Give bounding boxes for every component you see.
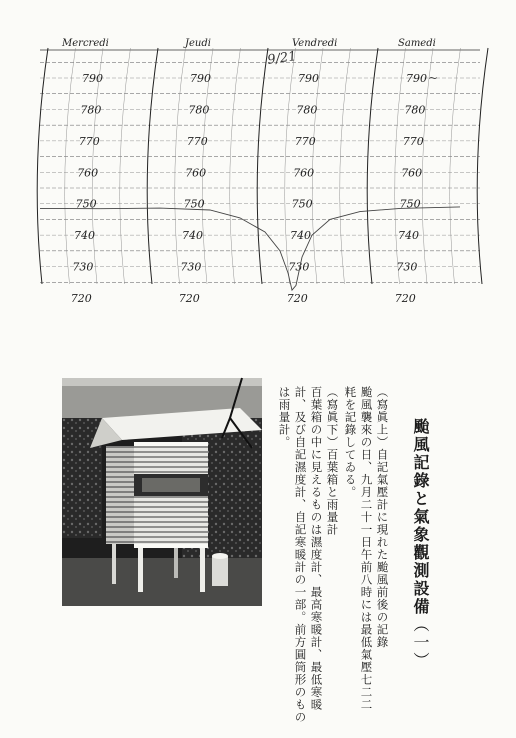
caption-line-2: 颱風襲來の日、九月二十一日午前八時には最低氣壓七二二 [359, 386, 374, 711]
day-label-mercredi: Mercredi [62, 38, 109, 49]
caption-line-7: は雨量計。 [277, 386, 292, 449]
tick-label: 780 [296, 103, 318, 117]
tick-label: 720 [70, 292, 92, 305]
time-arc [230, 48, 241, 284]
time-arc [65, 48, 76, 284]
barograph-svg [40, 32, 480, 305]
tick-label: 750 [399, 197, 421, 211]
photo-instrument-shelter [62, 378, 262, 606]
day-label-samedi: Samedi [398, 38, 436, 49]
day-label-vendredi: Vendredi [292, 38, 338, 49]
tick-label: 790 [298, 72, 319, 85]
day-arc [257, 48, 268, 284]
tick-label: 760 [293, 166, 315, 180]
day-arc [147, 48, 158, 284]
handwritten-date: 9/21 [266, 49, 298, 68]
caption-line-4: （寫眞下）百葉箱と雨量計 [325, 386, 340, 536]
rain-gauge [212, 556, 228, 586]
tick-label: 740 [74, 229, 95, 243]
barograph-chart [40, 32, 480, 305]
tick-label: 780 [188, 103, 210, 117]
tick-label: 740 [290, 229, 311, 243]
tick-label: 720 [286, 292, 308, 305]
tick-label: 750 [183, 197, 205, 211]
time-arc [120, 48, 131, 284]
tick-label: 790 [82, 72, 103, 85]
day-arc [477, 48, 488, 284]
barograph-day-labels [61, 38, 436, 49]
time-arc [450, 48, 461, 284]
article-title [412, 418, 428, 670]
day-arc [37, 48, 48, 284]
tick-label: 750 [75, 197, 97, 211]
caption-line-3: 粍を記錄してゐる。 [343, 386, 358, 499]
article-title-suffix: （一） [411, 616, 430, 670]
photo-ground [62, 558, 262, 606]
tick-label: 760 [401, 166, 423, 180]
tick-label: 730 [180, 260, 202, 274]
tick-label: 790 [406, 72, 427, 85]
tick-label: 730 [396, 260, 418, 274]
caption-line-5: 百葉箱の中に見えるものは濕度計、最高寒暖計、最低寒暖 [309, 386, 324, 711]
photo-svg [62, 378, 262, 606]
barograph-tick-labels [71, 72, 427, 305]
tick-label: 770 [294, 134, 316, 148]
caption-line-6: 計、及び自記濕度計、自記寒暖計の一部。前方圓筒形のもの [293, 386, 308, 724]
tick-label: 760 [77, 166, 99, 180]
tick-label: 730 [72, 260, 94, 274]
tick-label: 770 [186, 134, 208, 148]
shelter-leg [138, 548, 143, 592]
time-arc [340, 48, 351, 284]
tick-label: 780 [80, 103, 102, 117]
tick-label: 750 [291, 197, 313, 211]
tick-label: 790 [190, 72, 211, 85]
article-title-text: 颱風記錄と氣象觀測設備 [411, 418, 430, 616]
day-arc [367, 48, 378, 284]
tick-label: 720 [178, 292, 200, 305]
tick-label: 740 [182, 229, 203, 243]
caption-line-1: （寫眞上）自記氣壓計に現れた颱風前後の記錄 [375, 386, 390, 649]
tick-label: 770 [402, 134, 424, 148]
tick-label: 760 [185, 166, 207, 180]
tick-label: 770 [78, 134, 100, 148]
tick-label: 720 [394, 292, 416, 305]
tick-label: 780 [404, 103, 426, 117]
tick-label: 740 [398, 229, 419, 243]
tick-label: 730 [288, 260, 310, 274]
day-label-jeudi: Jeudi [185, 38, 211, 49]
time-arc [175, 48, 186, 284]
handwritten-mark: ~ [428, 71, 439, 85]
